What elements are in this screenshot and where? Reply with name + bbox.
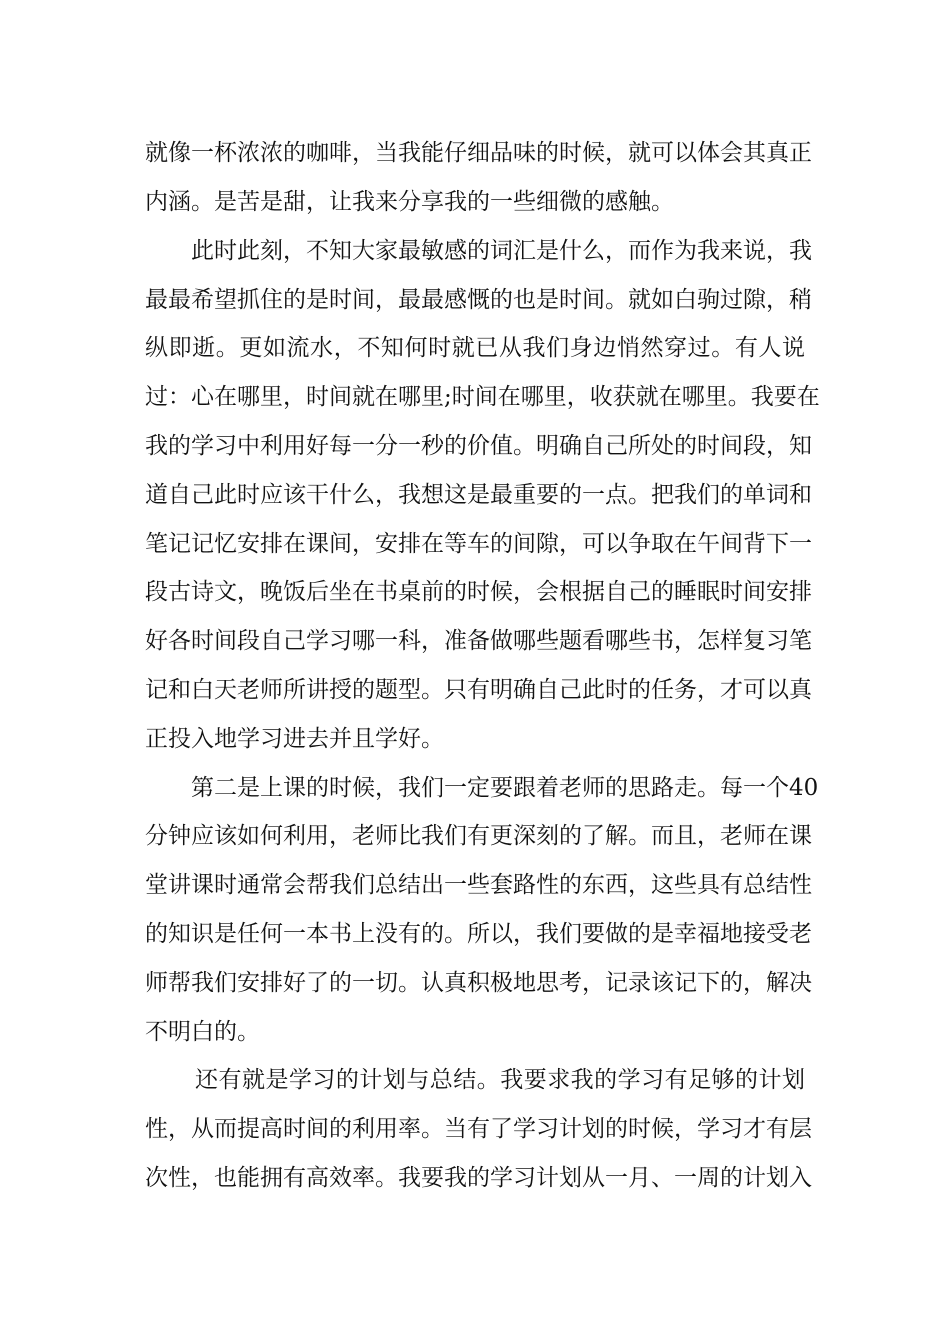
paragraph-2-line-8: 段古诗文，晚饭后坐在书桌前的时候，会根据自己的睡眠时间安排: [145, 579, 812, 605]
paragraph-3-line-2: 分钟应该如何利用，老师比我们有更深刻的了解。而且，老师在课: [145, 823, 812, 849]
paragraph-2-line-9: 好各时间段自己学习哪一科，准备做哪些题看哪些书，怎样复习笔: [145, 628, 812, 654]
paragraph-4-line-2: 性，从而提高时间的利用率。当有了学习计划的时候，学习才有层: [145, 1116, 812, 1142]
paragraph-2-line-3: 纵即逝。更如流水，不知何时就已从我们身边悄然穿过。有人说: [145, 335, 805, 361]
paragraph-2-line-10: 记和白天老师所讲授的题型。只有明确自己此时的任务，才可以真: [145, 677, 812, 703]
paragraph-2-line-11: 正投入地学习进去并且学好。: [145, 726, 444, 752]
paragraph-2-line-7: 笔记记忆安排在课间，安排在等车的间隙，可以争取在午间背下一: [145, 531, 812, 557]
paragraph-2-line-2: 最最希望抓住的是时间，最最感慨的也是时间。就如白驹过隙，稍: [145, 287, 812, 313]
paragraph-1-line-2: 内涵。是苦是甜，让我来分享我的一些细微的感触。: [145, 189, 674, 215]
paragraph-3-line-6: 不明白的。: [145, 1019, 260, 1045]
paragraph-2-line-4: 过：心在哪里，时间就在哪里;时间在哪里，收获就在哪里。我要在: [145, 384, 820, 410]
paragraph-2-line-1: 此时此刻，不知大家最敏感的词汇是什么，而作为我来说，我: [191, 238, 812, 264]
paragraph-3-line-1: 第二是上课的时候，我们一定要跟着老师的思路走。每一个40: [191, 775, 819, 801]
paragraph-1-line-1: 就像一杯浓浓的咖啡，当我能仔细品味的时候，就可以体会其真正: [145, 140, 812, 166]
paragraph-4-line-1: 还有就是学习的计划与总结。我要求我的学习有足够的计划: [195, 1067, 805, 1093]
paragraph-2-line-6: 道自己此时应该干什么，我想这是最重要的一点。把我们的单词和: [145, 482, 812, 508]
paragraph-4-line-3: 次性，也能拥有高效率。我要我的学习计划从一月、一周的计划入: [145, 1165, 812, 1191]
paragraph-3-line-4: 的知识是任何一本书上没有的。所以，我们要做的是幸福地接受老: [145, 921, 812, 947]
paragraph-2-line-5: 我的学习中利用好每一分一秒的价值。明确自己所处的时间段，知: [145, 433, 812, 459]
paragraph-3-line-5: 师帮我们安排好了的一切。认真积极地思考，记录该记下的，解决: [145, 970, 812, 996]
paragraph-3-line-3: 堂讲课时通常会帮我们总结出一些套路性的东西，这些具有总结性: [145, 872, 812, 898]
